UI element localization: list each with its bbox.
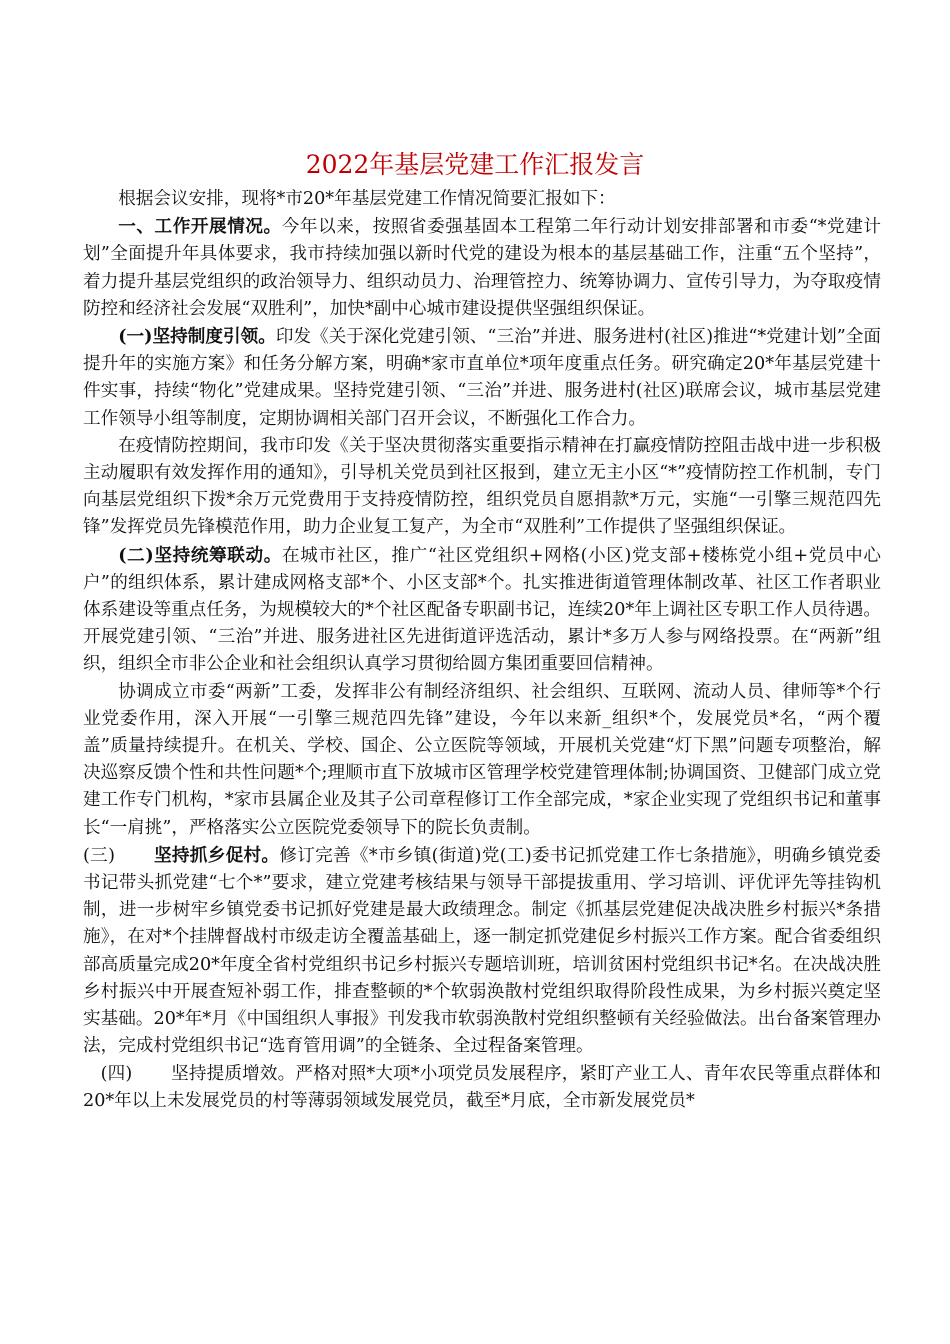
subsection-heading-1: (一)坚持制度引领。 [118,326,276,348]
subsection-number-4: (四) [100,1063,133,1084]
paragraph-township-village [83,842,881,1061]
paragraph-coordination [83,542,881,679]
paragraph-text: 在城市社区，推广“社区党组织+网格(小区)党支部+楼栋党小组+党员中心户”的组织体系，累计建成网格支部*个、小区支部*个。扎实推进街道管理体制改革、社区工作者职业体系建设等重点任务，为规模较大的*个社区配备专职副书记，连续20*年上调社区专职工作人员待遇。开展党建引领、“三治”并进、服务进社区先进街道评选活动，累计*多万人参与网络投票。在“两新”组织，组织全市非公企业和社会组织认真学习贯彻给圆方集团重要回信精神。 [83,545,882,675]
subsection-heading-3: 坚持抓乡促村。 [153,844,280,866]
subsection-number-3: (三) [83,845,115,866]
paragraph-text: 坚持提质增效。严格对照*大项*小项党员发展程序，紧盯产业工人、青年农民等重点群体和20*年以上未发展党员的村等薄弱领域发展党员，截至*月底，全市新发展党员* [83,1063,881,1111]
paragraph-text: 今年以来，按照省委强基固本工程第二年行动计划安排部署和市委“*党建计划”全面提升年具体要求，我市持续加强以新时代党的建设为根本的基层基础工作，注重“五个坚持”，着力提升基层党组织的政治领导力、组织动员力、治理管控力、统筹协调力、宣传引导力，为夺取疫情防控和经济社会发展“双胜利”，加快*副中心城市建设提供坚强组织保证。 [83,217,881,319]
document-body [83,186,881,1115]
subsection-heading-2: (二)坚持统筹联动。 [118,544,283,566]
paragraph-epidemic-control: 在疫情防控期间，我市印发《关于坚决贯彻落实重要指示精神在打赢疫情防控阻击战中进一步积极主动履职有效发挥作用的通知》，引导机关党员到社区报到，建立无主小区“*”疫情防控工作机制，专门向基层党组织下拨*余万元党费用于支持疫情防控，组织党员自愿捐款*万元，实施“一引擎三规范四先锋”发挥党员先锋模范作用，助力企业复工复产，为全市“双胜利”工作提供了坚强组织保证。 [83,435,881,538]
paragraph-quality-efficiency [83,1061,881,1115]
section-heading-1: 一、工作开展情况。 [118,216,282,238]
paragraph-text: 修订完善《*市乡镇(街道)党(工)委书记抓党建工作七条措施》，明确乡镇党委书记带头抓党建“七个*”要求，建立党建考核结果与领导干部提拔重用、学习培训、评优评先等挂钩机制，进一步树牢乡镇党委书记抓好党建是最大政绩理念。制定《抓基层党建促决战决胜乡村振兴*条措施》，在对*个挂牌督战村市级走访全覆盖基础上，逐一制定抓党建促乡村振兴工作方案。配合省委组织部高质量完成20*年度全省村党组织书记乡村振兴专题培训班，培训贫困村党组织书记*名。在决战决胜乡村振兴中开展查短补弱工作，排查整顿的*个软弱涣散村党组织取得阶段性成果，为乡村振兴奠定坚实基础。20*年*月《中国组织人事报》刊发我市软弱涣散村党组织整顿有关经验做法。出台备案管理办法，完成村党组织书记“选育管用调”的全链条、全过程备案管理。 [83,845,881,1057]
paragraph-text: 印发《关于深化党建引领、“三治”并进、服务进村(社区)推进“*党建计划”全面提升年的实施方案》和任务分解方案，明确*家市直单位*项年度重点任务。研究确定20*年基层党建十件实事，持续“物化”党建成果。坚持党建引领、“三治”并进、服务进村(社区)联席会议，城市基层党建工作领导小组等制度，定期协调相关部门召开会议，不断强化工作合力。 [83,327,881,429]
paragraph-work-overview [83,213,881,323]
paragraph-two-new-committee: 协调成立市委“两新”工委，发挥非公有制经济组织、社会组织、互联网、流动人员、律师等*个行业党委作用，深入开展“一引擎三规范四先锋”建设，今年以来新_组织*个，发展党员*名，“两个覆盖”质量持续提升。在机关、学校、国企、公立医院等领域，开展机关党建“灯下黑”问题专项整治，解决巡察反馈个性和共性问题*个;理顺市直下放城市区管理学校党建管理体制;协调国资、卫健部门成立党建工作专门机构，*家市县属企业及其子公司章程修订工作全部完成，*家企业实现了党组织书记和董事长“一肩挑”，严格落实公立医院党委领导下的院长负责制。 [83,681,881,838]
document-title: 2022年基层党建工作汇报发言 [305,150,645,179]
paragraph-system-guidance [83,323,881,433]
intro-paragraph: 根据会议安排，现将*市20*年基层党建工作情况简要汇报如下： [118,189,616,209]
